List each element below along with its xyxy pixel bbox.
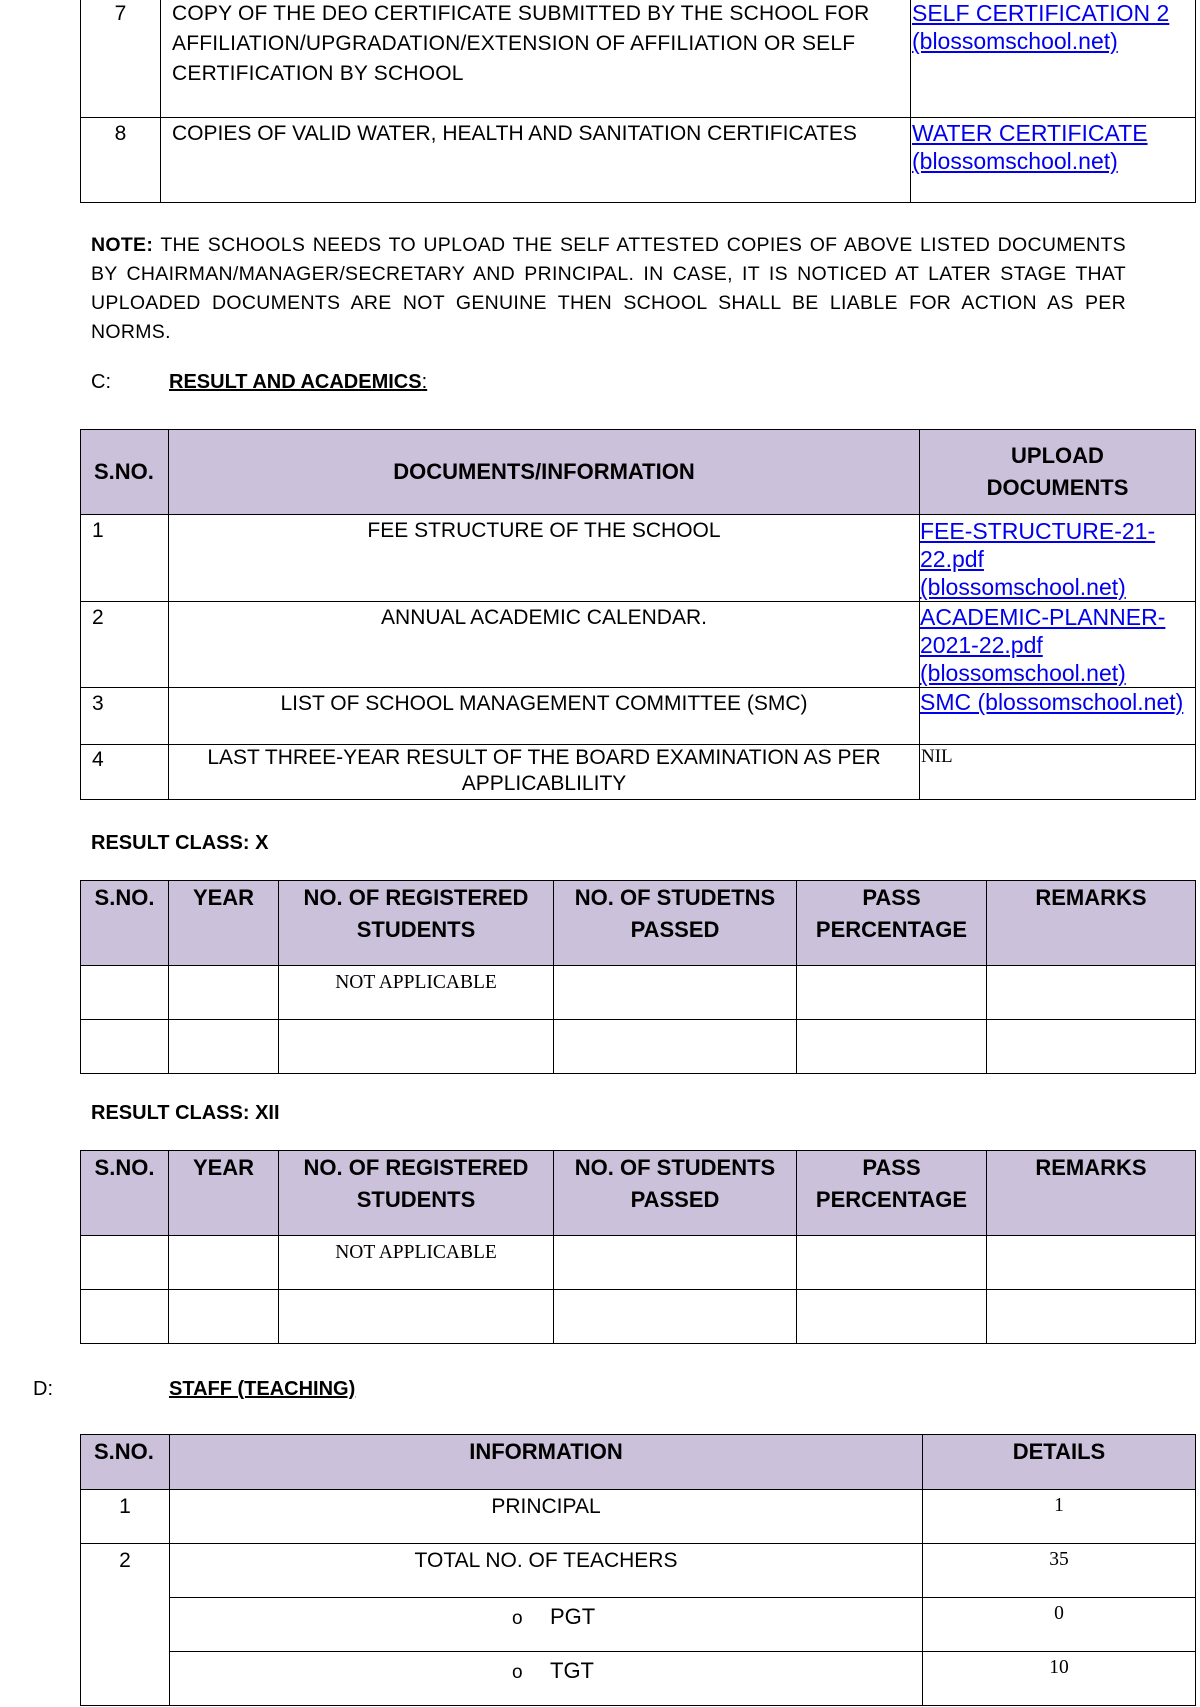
result-class-x-title: RESULT CLASS: X bbox=[91, 832, 269, 854]
water-certificate-link[interactable]: WATER CERTIFICATE (blossomschool.net) bbox=[912, 120, 1148, 174]
table-cell bbox=[987, 966, 1196, 1020]
bullet-icon: o bbox=[512, 1662, 523, 1683]
header-sno: S.NO. bbox=[81, 1151, 169, 1236]
table-cell bbox=[169, 1020, 279, 1074]
header-sno: S.NO. bbox=[81, 430, 169, 515]
table-cell-link bbox=[920, 602, 1196, 688]
header-pass-percentage: PASS PERCENTAGE bbox=[797, 1151, 987, 1236]
header-sno: S.NO. bbox=[81, 1435, 170, 1490]
table-cell-sno: 4 bbox=[81, 745, 169, 800]
table-cell-link bbox=[920, 515, 1196, 602]
header-upload: UPLOAD DOCUMENTS bbox=[920, 430, 1196, 515]
table-cell-information: o TGT bbox=[170, 1652, 923, 1706]
header-pass-percentage: PASS PERCENTAGE bbox=[797, 881, 987, 966]
section-d-letter: D: bbox=[33, 1378, 53, 1400]
header-passed: NO. OF STUDENTS PASSED bbox=[554, 1151, 797, 1236]
table-cell bbox=[279, 1290, 554, 1344]
table-cell-document: FEE STRUCTURE OF THE SCHOOL bbox=[169, 515, 920, 602]
table-cell-link bbox=[911, 0, 1196, 118]
header-registered: NO. OF REGISTERED STUDENTS bbox=[279, 1151, 554, 1236]
table-cell-sno: 2 bbox=[81, 1544, 170, 1706]
smc-link[interactable]: SMC (blossomschool.net) bbox=[920, 689, 1184, 715]
table-cell-sno: 3 bbox=[81, 688, 169, 745]
table-cell-sno: 8 bbox=[81, 118, 161, 203]
table-cell-document: COPY OF THE DEO CERTIFICATE SUBMITTED BY THE SCHOOL FOR AFFILIATION/UPGRADATION/EXTENSION OF AFFILIATION OR SELF CERTIFICATION BY SCHOOL bbox=[161, 0, 911, 118]
table-cell bbox=[554, 966, 797, 1020]
header-remarks: REMARKS bbox=[987, 1151, 1196, 1236]
result-class-x-table bbox=[80, 880, 1196, 1074]
table-cell bbox=[797, 966, 987, 1020]
table-cell-sno: 1 bbox=[81, 515, 169, 602]
self-certification-link[interactable]: SELF CERTIFICATION 2 (blossomschool.net) bbox=[912, 0, 1170, 54]
table-cell bbox=[169, 966, 279, 1020]
table-cell-document: ANNUAL ACADEMIC CALENDAR. bbox=[169, 602, 920, 688]
header-year: YEAR bbox=[169, 1151, 279, 1236]
table-cell-sno: 7 bbox=[81, 0, 161, 118]
table-cell bbox=[987, 1290, 1196, 1344]
table-cell-details: 0 bbox=[923, 1598, 1196, 1652]
header-registered: NO. OF REGISTERED STUDENTS bbox=[279, 881, 554, 966]
table-cell bbox=[987, 1236, 1196, 1290]
table-cell bbox=[81, 1236, 169, 1290]
table-cell-sno: 2 bbox=[81, 602, 169, 688]
table-cell bbox=[554, 1020, 797, 1074]
table-cell-details: 10 bbox=[923, 1652, 1196, 1706]
header-passed: NO. OF STUDETNS PASSED bbox=[554, 881, 797, 966]
table-cell-details: 35 bbox=[923, 1544, 1196, 1598]
result-academics-table bbox=[80, 429, 1196, 800]
table-cell-information: o PGT bbox=[170, 1598, 923, 1652]
table-cell-value: NIL bbox=[920, 745, 1196, 800]
table-cell-information: PRINCIPAL bbox=[170, 1490, 923, 1544]
table-cell-details: 1 bbox=[923, 1490, 1196, 1544]
table-cell bbox=[797, 1020, 987, 1074]
table-cell-document: LIST OF SCHOOL MANAGEMENT COMMITTEE (SMC) bbox=[169, 688, 920, 745]
table-cell-link bbox=[920, 688, 1196, 745]
result-class-xii-title: RESULT CLASS: XII bbox=[91, 1102, 280, 1124]
header-remarks: REMARKS bbox=[987, 881, 1196, 966]
table-cell bbox=[797, 1236, 987, 1290]
table-cell-document: COPIES OF VALID WATER, HEALTH AND SANITATION CERTIFICATES bbox=[161, 118, 911, 203]
table-cell-link bbox=[911, 118, 1196, 203]
note-label: NOTE: bbox=[91, 234, 154, 256]
table-cell bbox=[554, 1290, 797, 1344]
table-cell bbox=[797, 1290, 987, 1344]
table-cell-document: LAST THREE-YEAR RESULT OF THE BOARD EXAMINATION AS PER APPLICABLILITY bbox=[169, 745, 920, 800]
table-cell-sno: 1 bbox=[81, 1490, 170, 1544]
not-applicable-text: NOT APPLICABLE bbox=[279, 1236, 554, 1290]
table-cell-information: TOTAL NO. OF TEACHERS bbox=[170, 1544, 923, 1598]
table-cell bbox=[81, 1020, 169, 1074]
note-paragraph bbox=[91, 231, 1126, 347]
header-year: YEAR bbox=[169, 881, 279, 966]
affiliation-documents-table bbox=[80, 0, 1196, 203]
section-d-heading: STAFF (TEACHING) bbox=[169, 1378, 356, 1400]
note-text: THE SCHOOLS NEEDS TO UPLOAD THE SELF ATTESTED COPIES OF ABOVE LISTED DOCUMENTS BY CHAIRMAN/MANAGER/SECRETARY AND PRINCIPAL. IN CASE, IT IS NOTICED AT LATER STAGE THAT UPLOADED DOCUMENTS ARE NOT GENUINE THEN SCHOOL SHALL BE LIABLE FOR ACTION AS PER NORMS. bbox=[91, 234, 1126, 343]
not-applicable-text: NOT APPLICABLE bbox=[279, 966, 554, 1020]
staff-teaching-table bbox=[80, 1434, 1196, 1706]
header-documents: DOCUMENTS/INFORMATION bbox=[169, 430, 920, 515]
section-c-heading: RESULT AND ACADEMICS: bbox=[169, 371, 428, 393]
header-information: INFORMATION bbox=[170, 1435, 923, 1490]
bullet-icon: o bbox=[512, 1608, 523, 1629]
header-sno: S.NO. bbox=[81, 881, 169, 966]
academic-planner-link[interactable]: ACADEMIC-PLANNER-2021-22.pdf (blossomschool.net) bbox=[920, 604, 1166, 686]
table-cell bbox=[81, 1290, 169, 1344]
header-details: DETAILS bbox=[923, 1435, 1196, 1490]
table-cell bbox=[81, 966, 169, 1020]
result-class-xii-table bbox=[80, 1150, 1196, 1344]
fee-structure-link[interactable]: FEE-STRUCTURE-21-22.pdf (blossomschool.net) bbox=[920, 518, 1156, 600]
table-cell bbox=[169, 1236, 279, 1290]
table-cell bbox=[554, 1236, 797, 1290]
table-cell bbox=[169, 1290, 279, 1344]
table-cell bbox=[279, 1020, 554, 1074]
table-cell bbox=[987, 1020, 1196, 1074]
section-c-letter: C: bbox=[91, 371, 111, 393]
